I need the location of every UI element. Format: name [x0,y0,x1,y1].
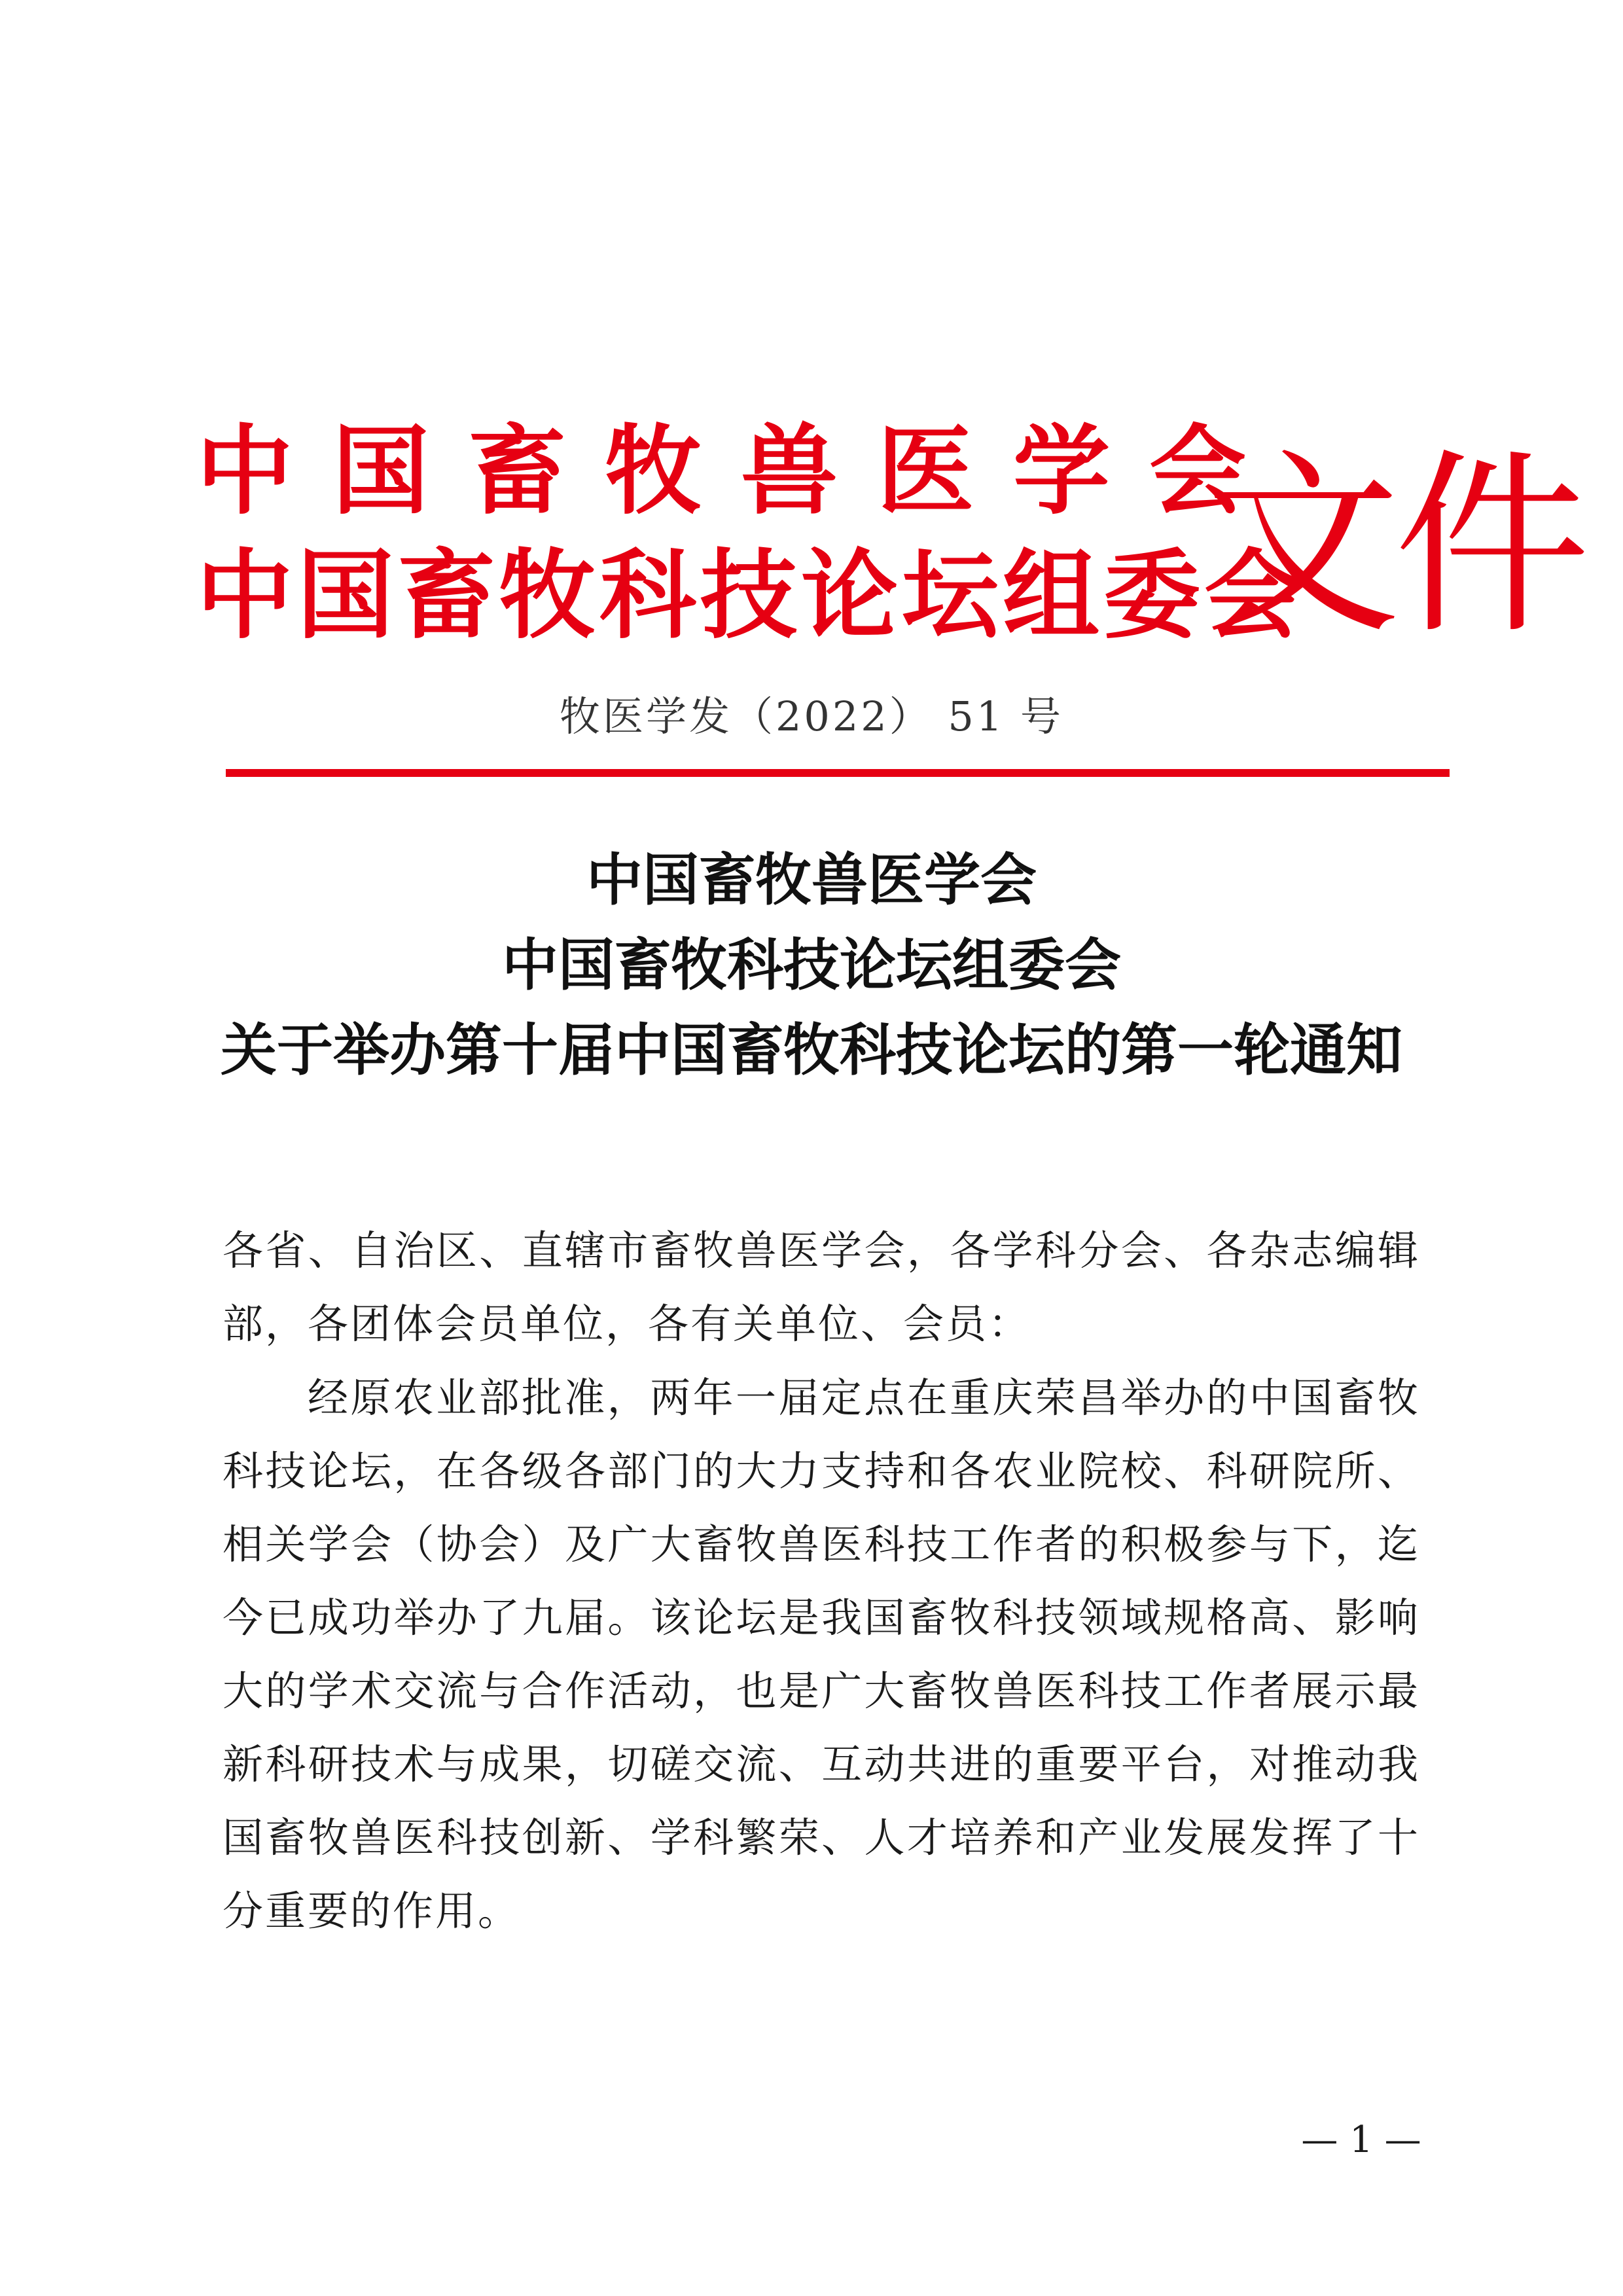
letterhead-doc-type: 文件 [1204,432,1584,660]
document-number: 牧医学发（2022） 51 号 [559,692,1064,740]
letterhead-org-2: 中国畜牧科技论坛组委会 [196,539,1305,652]
body-paragraph-1: 经原农业部批准，两年一届定点在重庆荣昌举办的中国畜牧科技论坛，在各级各部门的大力支持和各农业院校、科研院所、相关学会（协会）及广大畜牧兽医科技工作者的积极参与下，迄今已成功举办了九届。该论坛是我国畜牧科技领域规格高、影响大的学术交流与合作活动，也是广大畜牧兽医科技工作者展示最新科研技术与成果，切磋交流、互动共进的重要平台，对推动我国畜牧兽医科技创新、学科繁荣、人才培养和产业发展发挥了十分重要的作用。 [223,1374,1420,1935]
letterhead-org-1: 中国畜牧兽医学会 [196,415,1285,528]
letterhead [196,412,1584,661]
notice-title [0,838,1623,1093]
red-divider-line [226,769,1450,777]
title-line-2: 中国畜牧科技论坛组委会 [502,932,1121,998]
salutation: 各省、自治区、直辖市畜牧兽医学会，各学科分会、各杂志编辑部，各团体会员单位，各有关单位、会员： [223,1227,1420,1348]
page-number: — 1 — [1301,2119,1421,2161]
title-line-3: 关于举办第十届中国畜牧科技论坛的第一轮通知 [221,1017,1402,1083]
title-line-1: 中国畜牧兽医学会 [586,847,1037,913]
